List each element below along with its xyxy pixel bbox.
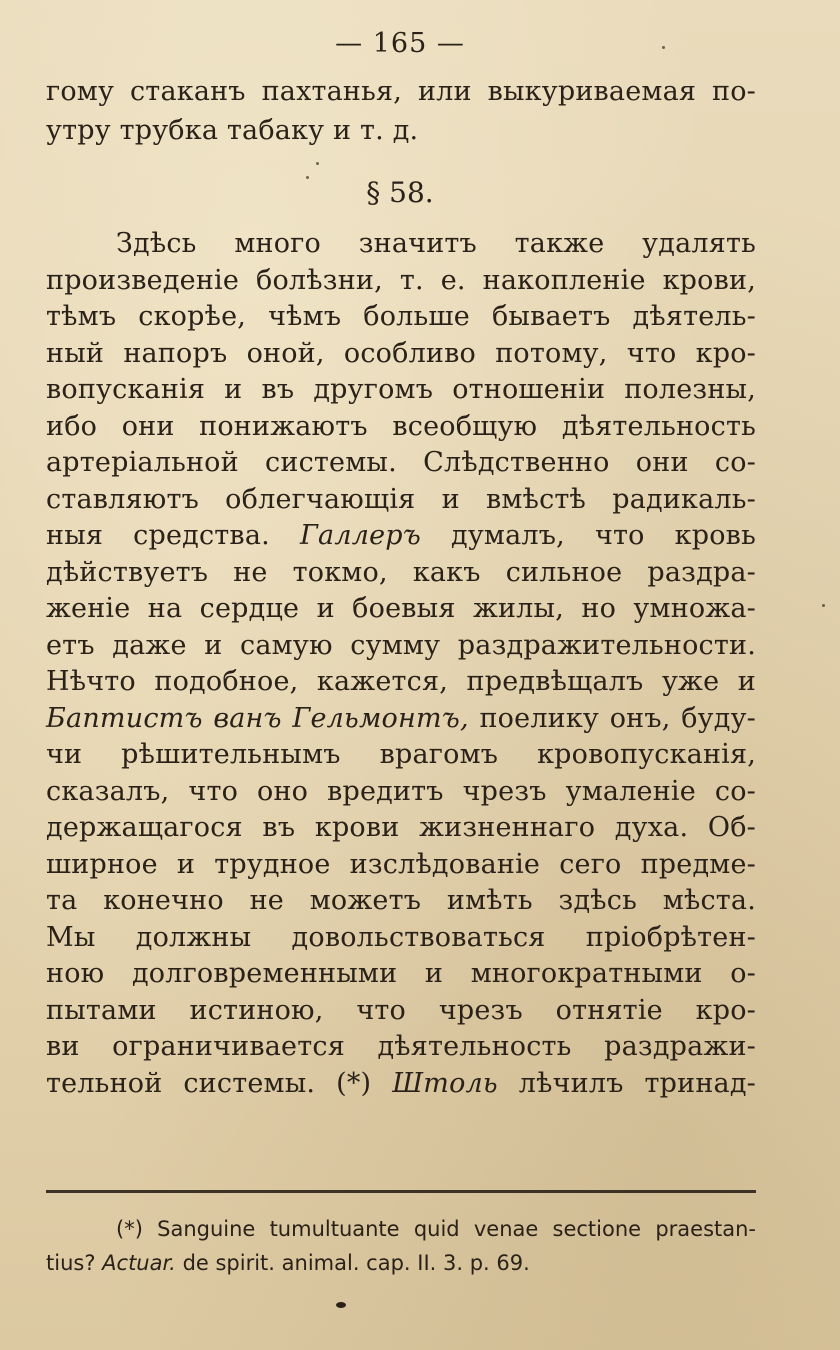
ink-spot [336, 1302, 346, 1308]
paper-speck [306, 176, 309, 179]
paper-speck [662, 46, 665, 49]
text-segment: de spirit. animal. cap. II. 3. p. 69. [182, 1251, 530, 1275]
text-line: етъ даже и самую сумму раздражительности. [46, 629, 756, 661]
text-line: ставляютъ облегчающія и вмѣстѣ радикаль- [46, 483, 756, 515]
text-line [46, 701, 756, 738]
section-paragraph [46, 226, 756, 1102]
text-segment: тельной системы. (*) [46, 1067, 372, 1099]
text-line: тѣмъ скорѣе, чѣмъ больше бываетъ дѣятель- [46, 301, 756, 332]
text-line [46, 1066, 756, 1103]
footnote-divider [46, 1190, 756, 1193]
text-segment: ныя средства. [46, 520, 270, 551]
text-line [46, 518, 756, 555]
author-name-van-helmont: Баптистъ ванъ Гельмонтъ, [46, 702, 469, 734]
text-line: та конечно не можетъ имѣть здѣсь мѣста. [46, 885, 756, 916]
footnote-line [46, 1246, 756, 1280]
text-line: артеріальной системы. Слѣдственно они со- [46, 447, 756, 478]
text-line: Мы должны довольствоваться пріобрѣтен- [46, 921, 756, 953]
paper-speck [316, 162, 319, 165]
page-number: — 165 — [335, 28, 465, 59]
text-line: ною долговременными и многократными о- [46, 958, 756, 989]
text-line: вопусканія и въ другомъ отношеніи полезны, [46, 374, 756, 405]
text-line: чи рѣшительнымъ врагомъ кровопусканія, [46, 739, 756, 770]
paper-speck [822, 604, 825, 607]
text-line: Нѣчто подобное, кажется, предвѣщалъ уже и [46, 666, 756, 697]
text-line: ширное и трудное изслѣдованіе сего предме- [46, 848, 756, 880]
author-name-stoll: Штоль [392, 1067, 498, 1099]
continued-paragraph [46, 72, 756, 150]
text-line: сказалъ, что оно вредитъ чрезъ умаленіе со- [46, 775, 756, 807]
text-line: ный напоръ оной, особливо потому, что кро- [46, 337, 756, 369]
author-name-haller: Галлеръ [299, 520, 421, 551]
section-heading: § 58. [366, 176, 434, 209]
cited-author: Actuar. [102, 1251, 176, 1275]
text-line: произведенie болѣзни, т. е. накопленie крови, [46, 264, 756, 296]
text-line: Здѣсь много значитъ также удалять [116, 228, 756, 259]
text-line: женіе на сердце и боевыя жилы, но умножа- [46, 593, 756, 624]
text-line: ви ограничивается дѣятельность раздражи- [46, 1031, 756, 1062]
text-line: держащагося въ крови жизненнаго духа. Об- [46, 812, 756, 843]
text-line: утру трубка табаку и т. д. [46, 115, 419, 146]
text-line: ибо они понижаютъ всеобщую дѣятельность [46, 410, 756, 442]
text-segment: tius? [46, 1251, 96, 1275]
text-segment: поелику онъ, буду- [479, 702, 756, 734]
text-line: гому стаканъ пахтанья, или выкуриваемая по- [46, 76, 756, 107]
text-line: пытами истиною, что чрезъ отнятіе кро- [46, 994, 756, 1026]
text-segment: думалъ, что кровь [451, 520, 756, 551]
footnote [46, 1212, 756, 1280]
footnote-line: (*) Sanguine tumultuante quid venae sectione praestan- [116, 1217, 756, 1241]
text-line: дѣйствуетъ не токмо, какъ сильное раздра- [46, 556, 756, 588]
text-segment: лѣчилъ тринад- [518, 1067, 756, 1099]
